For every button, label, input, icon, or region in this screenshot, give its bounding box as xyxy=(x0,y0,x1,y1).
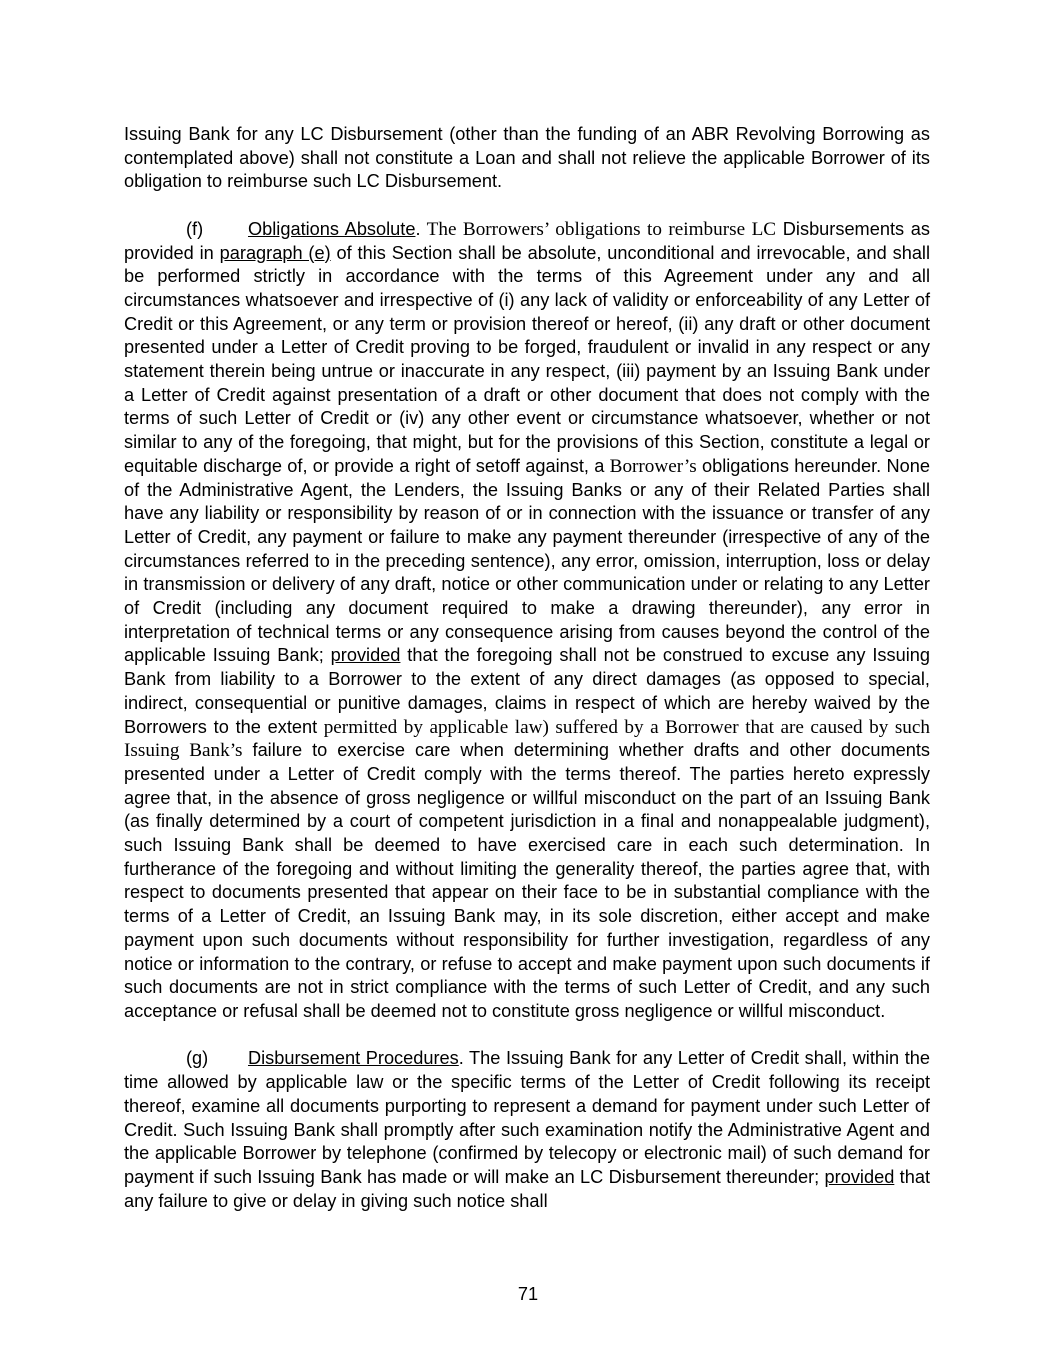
paragraph-f-text-3: obligations hereunder. None of the Administrative Agent, the Lenders, the Issuing Banks or any of their Related Parties shall have any liability or responsibility by reason of or in connection with the issuance or transfer of any Letter of Credit, any payment or failure to make any payment thereunder (irrespective of any of the circumstances referred to in the preceding sentence), any error, omission, interruption, loss or delay in transmission or delivery of any draft, notice or other communication under or relating to any Letter of Credit (including any document required to make a drawing thereunder), any error in interpretation of technical terms or any consequence arising from causes beyond the control of the applicable Issuing Bank; xyxy=(124,455,930,666)
paragraph-f-text-2: of this Section shall be absolute, unconditional and irrevocable, and shall be performed strictly in accordance with the terms of this Agreement under any and all circumstances whatsoever and irrespective of (i) any lack of validity or enforceability of any Letter of Credit or this Agreement, or any term or provision thereof or hereof, (ii) any draft or other document presented under a Letter of Credit proving to be forged, fraudulent or invalid in any respect or any statement therein being untrue or inaccurate in any respect, (iii) payment by an Issuing Bank under a Letter of Credit against presentation of a draft or other document that does not comply with the terms of such Letter of Credit or (iv) any other event or circumstance whatsoever, whether or not similar to any of the foregoing, that might, but for the provisions of this Section, constitute a legal or equitable discharge of, or provide a right of setoff against, a xyxy=(124,242,931,476)
paragraph-f-lead: The Borrowers’ obligations to reimburse LC xyxy=(420,218,777,240)
page-body xyxy=(124,123,930,1213)
paragraph-g-heading: Disbursement Procedures xyxy=(248,1048,459,1069)
paragraph-f-serif-line: permitted by applicable law) suffered by a Borrower that are caused by such Issuing Bank’s xyxy=(124,716,930,762)
paragraph-f-label: (f) xyxy=(186,218,204,239)
paragraph-g-provided-term: provided xyxy=(824,1166,895,1187)
paragraph-f-text-5: failure to exercise care when determining whether drafts and other documents presented under a Letter of Credit comply with the terms thereof. The parties hereto expressly agree that, in the absence of gross negligence or willful misconduct on the part of an Issuing Bank (as finally determined by a court of competent jurisdiction in a final and nonappealable judgment), such Issuing Bank shall be deemed to have exercised care in each such determination. In furtherance of the foregoing and without limiting the generality thereof, the parties agree that, with respect to documents presented that appear on their face to be in substantial compliance with the terms of a Letter of Credit, an Issuing Bank may, in its sole discretion, either accept and make payment upon such documents without responsibility for further investigation, regardless of any notice or information to the contrary, or refuse to accept and make payment upon such documents if such documents are not in strict compliance with the terms of such Letter of Credit, and any such acceptance or refusal shall be deemed not to constitute gross negligence or willful misconduct. xyxy=(124,740,930,1021)
paragraph-f-heading: Obligations Absolute xyxy=(248,218,416,239)
paragraph-f-text-4: that the foregoing shall not be construed to excuse any Issuing Bank from liability to a Borrower to the extent of any direct damages (as opposed to special, indirect, consequential or punitive damages, claims in respect of which are hereby waived by the Borrowers to the extent xyxy=(124,645,930,737)
page-number: 71 xyxy=(517,1284,539,1304)
paragraph-e-reference: paragraph (e) xyxy=(219,242,331,263)
paragraph-f-borrowers-term: Borrower’s xyxy=(609,455,697,477)
paragraph-f-provided-term: provided xyxy=(330,645,401,666)
paragraph-g-text-2: that any failure to give or delay in giving such notice shall xyxy=(124,1166,931,1211)
paragraph-g xyxy=(124,1047,930,1213)
paragraph-g-text-1: . The Issuing Bank for any Letter of Credit shall, within the time allowed by applicable law or the specific terms of the Letter of Credit following its receipt thereof, examine all documents purporting to represent a demand for payment under such Letter of Credit. Such Issuing Bank shall promptly after such examination notify the Administrative Agent and the applicable Borrower by telephone (confirmed by telecopy or electronic mail) of such demand for payment if such Issuing Bank has made or will make an LC Disbursement thereunder; xyxy=(124,1048,930,1187)
paragraph-continuation-text: Issuing Bank for any LC Disbursement (other than the funding of an ABR Revolving Borrowing as contemplated above) shall not constitute a Loan and shall not relieve the applicable Borrower of its obligation to reimburse such LC Disbursement. xyxy=(124,124,930,192)
paragraph-f-text-1: Disbursements as provided in xyxy=(124,218,930,263)
paragraph-f-heading-punct: . xyxy=(415,218,421,239)
paragraph-continuation xyxy=(124,123,930,194)
paragraph-g-label: (g) xyxy=(186,1048,209,1069)
paragraph-f xyxy=(124,218,930,1024)
